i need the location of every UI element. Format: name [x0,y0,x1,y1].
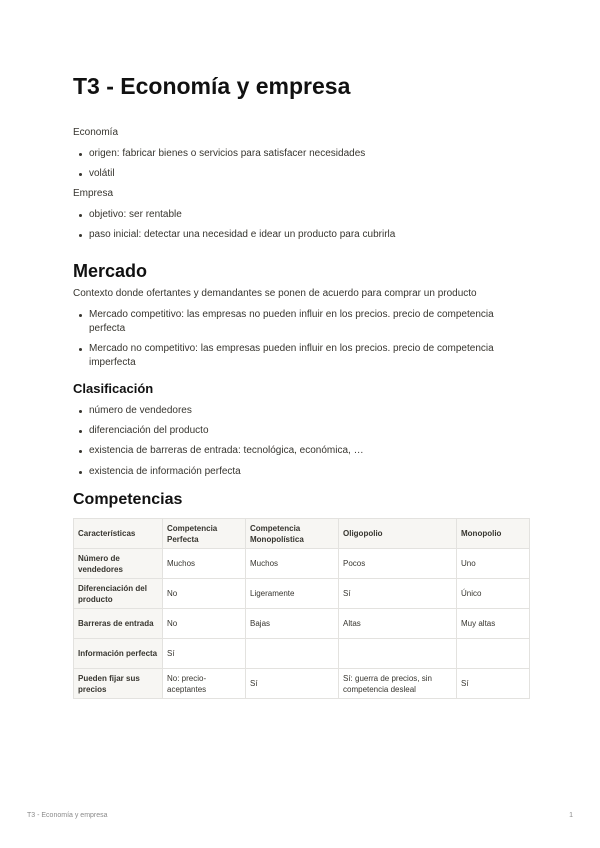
row-header: Pueden fijar sus precios [74,669,163,699]
list-item: objetivo: ser rentable [89,208,529,222]
empresa-label: Empresa [73,188,114,199]
table-cell: Sí [339,579,457,609]
list-item: volátil [89,167,529,181]
table-cell: Sí: guerra de precios, sin competencia desleal [339,669,457,699]
table-header-row [74,519,530,549]
list-item: número de vendedores [89,404,529,418]
list-item: paso inicial: detectar una necesidad e idear un producto para cubrirla [89,228,529,242]
table-cell: Único [457,579,530,609]
list-item: Mercado competitivo: las empresas no pueden influir en los precios. precio de competencia perfecta [89,308,529,336]
footer-title: T3 - Economía y empresa [27,812,108,819]
row-header: Diferenciación del producto [74,579,163,609]
table-cell: Altas [339,609,457,639]
column-header: Oligopolio [339,519,457,549]
table-cell: Muchos [163,549,246,579]
list-item: existencia de información perfecta [89,465,529,479]
list-item: Mercado no competitivo: las empresas pueden influir en los precios. precio de competencia imperfecta [89,342,529,370]
list-item: existencia de barreras de entrada: tecnológica, económica, … [89,444,529,458]
table-cell [339,639,457,669]
column-header: Monopolio [457,519,530,549]
table-cell: No [163,579,246,609]
table-cell: Sí [163,639,246,669]
row-header: Barreras de entrada [74,609,163,639]
footer-page-number: 1 [569,812,573,819]
economia-label: Economía [73,127,119,138]
table-row [74,549,530,579]
competencias-table [73,518,530,699]
table-cell [457,639,530,669]
table-cell: No [163,609,246,639]
column-header: Competencia Perfecta [163,519,246,549]
row-header: Número de vendedores [74,549,163,579]
table-cell: Pocos [339,549,457,579]
table-cell: Sí [246,669,339,699]
column-header: Competencia Monopolística [246,519,339,549]
row-header: Información perfecta [74,639,163,669]
mercado-heading: Mercado [73,261,148,281]
table-row [74,669,530,699]
table-cell: Muchos [246,549,339,579]
table-cell [246,639,339,669]
column-header: Características [74,519,163,549]
mercado-intro: Contexto donde ofertantes y demandantes se ponen de acuerdo para comprar un producto [73,288,477,299]
table-cell: Uno [457,549,530,579]
table-row [74,609,530,639]
table-cell: Bajas [246,609,339,639]
table-row [74,579,530,609]
table-cell: Sí [457,669,530,699]
table-cell: Muy altas [457,609,530,639]
table-cell: No: precio-aceptantes [163,669,246,699]
page-title: T3 - Economía y empresa [73,73,351,99]
list-item: diferenciación del producto [89,424,529,438]
competencias-heading: Competencias [73,491,183,508]
table-row [74,639,530,669]
table-cell: Ligeramente [246,579,339,609]
list-item: origen: fabricar bienes o servicios para satisfacer necesidades [89,147,529,161]
clasificacion-heading: Clasificación [73,381,154,396]
